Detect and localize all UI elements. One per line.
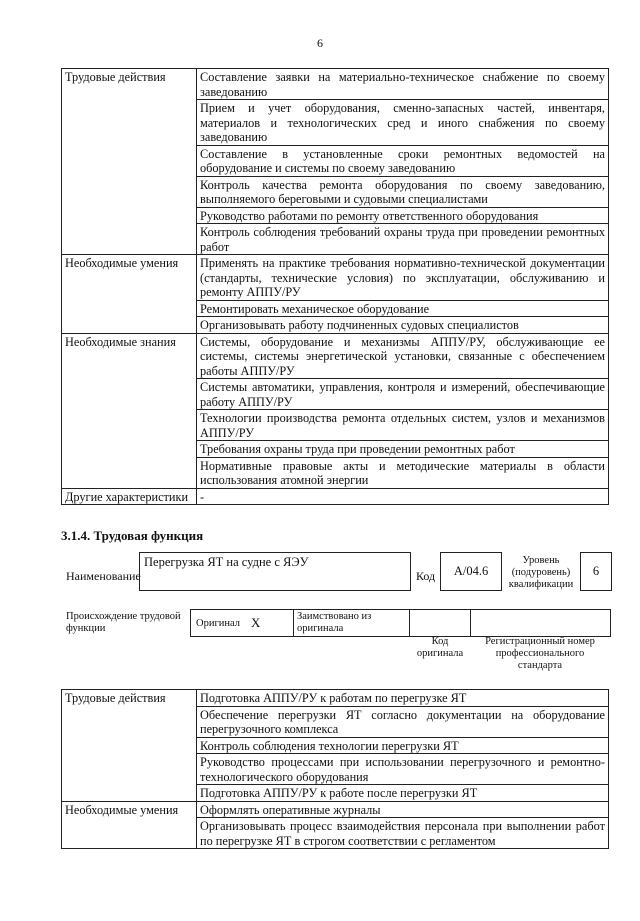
- code-original-box: [409, 609, 471, 637]
- table-row: [62, 801, 609, 818]
- row-item-text: Подготовка АППУ/РУ к работам по перегрузке ЯТ: [197, 690, 609, 707]
- name-value: Перегрузка ЯТ на судне с ЯЭУ: [144, 555, 309, 569]
- row-item-text: Системы, оборудование и механизмы АППУ/РУ, обслуживающие ее системы, системы энергетической установки, связанные с обеспечением работы АППУ/РУ: [197, 333, 609, 379]
- row-item-text: Организовывать процесс взаимодействия персонала при выполнении работ по перегрузке ЯТ в строгом соответствии с регламентом: [197, 818, 609, 849]
- row-item-text: -: [197, 488, 609, 505]
- row-group-label: Необходимые знания: [62, 333, 197, 488]
- labor-function-table-1: [61, 68, 609, 505]
- row-item-text: Контроль соблюдения требований охраны труда при проведении ремонтных работ: [197, 224, 609, 255]
- reg-number-box: [470, 609, 611, 637]
- level-label: Уровень (подуровень) квалификации: [508, 555, 574, 590]
- original-box: [190, 609, 294, 637]
- borrowed-box: [293, 609, 410, 637]
- row-item-text: Контроль качества ремонта оборудования по своему заведованию, выполняемого береговыми и судовыми специалистами: [197, 176, 609, 207]
- labor-function-table-2: [61, 689, 609, 849]
- code-label: Код: [416, 569, 436, 583]
- row-item-text: Подготовка АППУ/РУ к работе после перегрузки ЯТ: [197, 785, 609, 802]
- row-group-label: Трудовые действия: [62, 690, 197, 802]
- code-value-box: [440, 552, 502, 591]
- row-item-text: Организовывать работу подчиненных судовых специалистов: [197, 317, 609, 334]
- level-value: 6: [592, 564, 600, 578]
- table-row: [62, 255, 609, 301]
- row-item-text: Руководство работами по ремонту ответственного оборудования: [197, 207, 609, 224]
- origin-label: Происхождение трудовой функции: [66, 611, 181, 634]
- row-item-text: Требования охраны труда при проведении ремонтных работ: [197, 441, 609, 458]
- name-value-box: [139, 552, 411, 591]
- row-item-text: Обеспечение перегрузки ЯТ согласно документации на оборудование перегрузочного комплекса: [197, 706, 609, 737]
- borrowed-label: Заимствовано из оригинала: [297, 611, 372, 634]
- row-group-label: Необходимые умения: [62, 801, 197, 849]
- row-item-text: Составление заявки на материально-техническое снабжение по своему заведованию: [197, 69, 609, 100]
- row-item-text: Оформлять оперативные журналы: [197, 801, 609, 818]
- code-original-label: Код оригинала: [416, 636, 464, 659]
- row-item-text: Контроль соблюдения технологии перегрузки ЯТ: [197, 737, 609, 754]
- section-title: 3.1.4. Трудовая функция: [61, 528, 204, 543]
- row-item-text: Системы автоматики, управления, контроля и измерений, обеспечивающие работу АППУ/РУ: [197, 379, 609, 410]
- row-item-text: Ремонтировать механическое оборудование: [197, 300, 609, 317]
- original-label: Оригинал: [196, 618, 240, 629]
- level-value-box: [580, 552, 612, 591]
- row-group-label: Трудовые действия: [62, 69, 197, 255]
- row-group-label: Другие характеристики: [62, 488, 197, 505]
- table-row: [62, 488, 609, 505]
- name-label: Наименование: [66, 569, 141, 583]
- table-row: [62, 690, 609, 707]
- page-number: 6: [317, 36, 323, 50]
- row-item-text: Применять на практике требования нормативно-технической документации (стандарты, технические условия) по эксплуатации, обслуживанию и ремонту АППУ/РУ: [197, 255, 609, 301]
- table-row: [62, 69, 609, 100]
- row-group-label: Необходимые умения: [62, 255, 197, 334]
- table-row: [62, 333, 609, 379]
- original-mark: X: [251, 615, 261, 630]
- row-item-text: Нормативные правовые акты и методические материалы в области использования атомной энергии: [197, 457, 609, 488]
- row-item-text: Руководство процессами при использовании перегрузочного и ремонтно-технологического оборудования: [197, 754, 609, 785]
- code-value: А/04.6: [453, 564, 489, 578]
- row-item-text: Технологии производства ремонта отдельных систем, узлов и механизмов АППУ/РУ: [197, 410, 609, 441]
- reg-number-label: Регистрационный номер профессионального стандарта: [485, 636, 595, 671]
- row-item-text: Прием и учет оборудования, сменно-запасных частей, инвентаря, материалов и технологических сред и иного снабжения по своему заведованию: [197, 100, 609, 146]
- row-item-text: Составление в установленные сроки ремонтных ведомостей на оборудование и системы по своему заведованию: [197, 145, 609, 176]
